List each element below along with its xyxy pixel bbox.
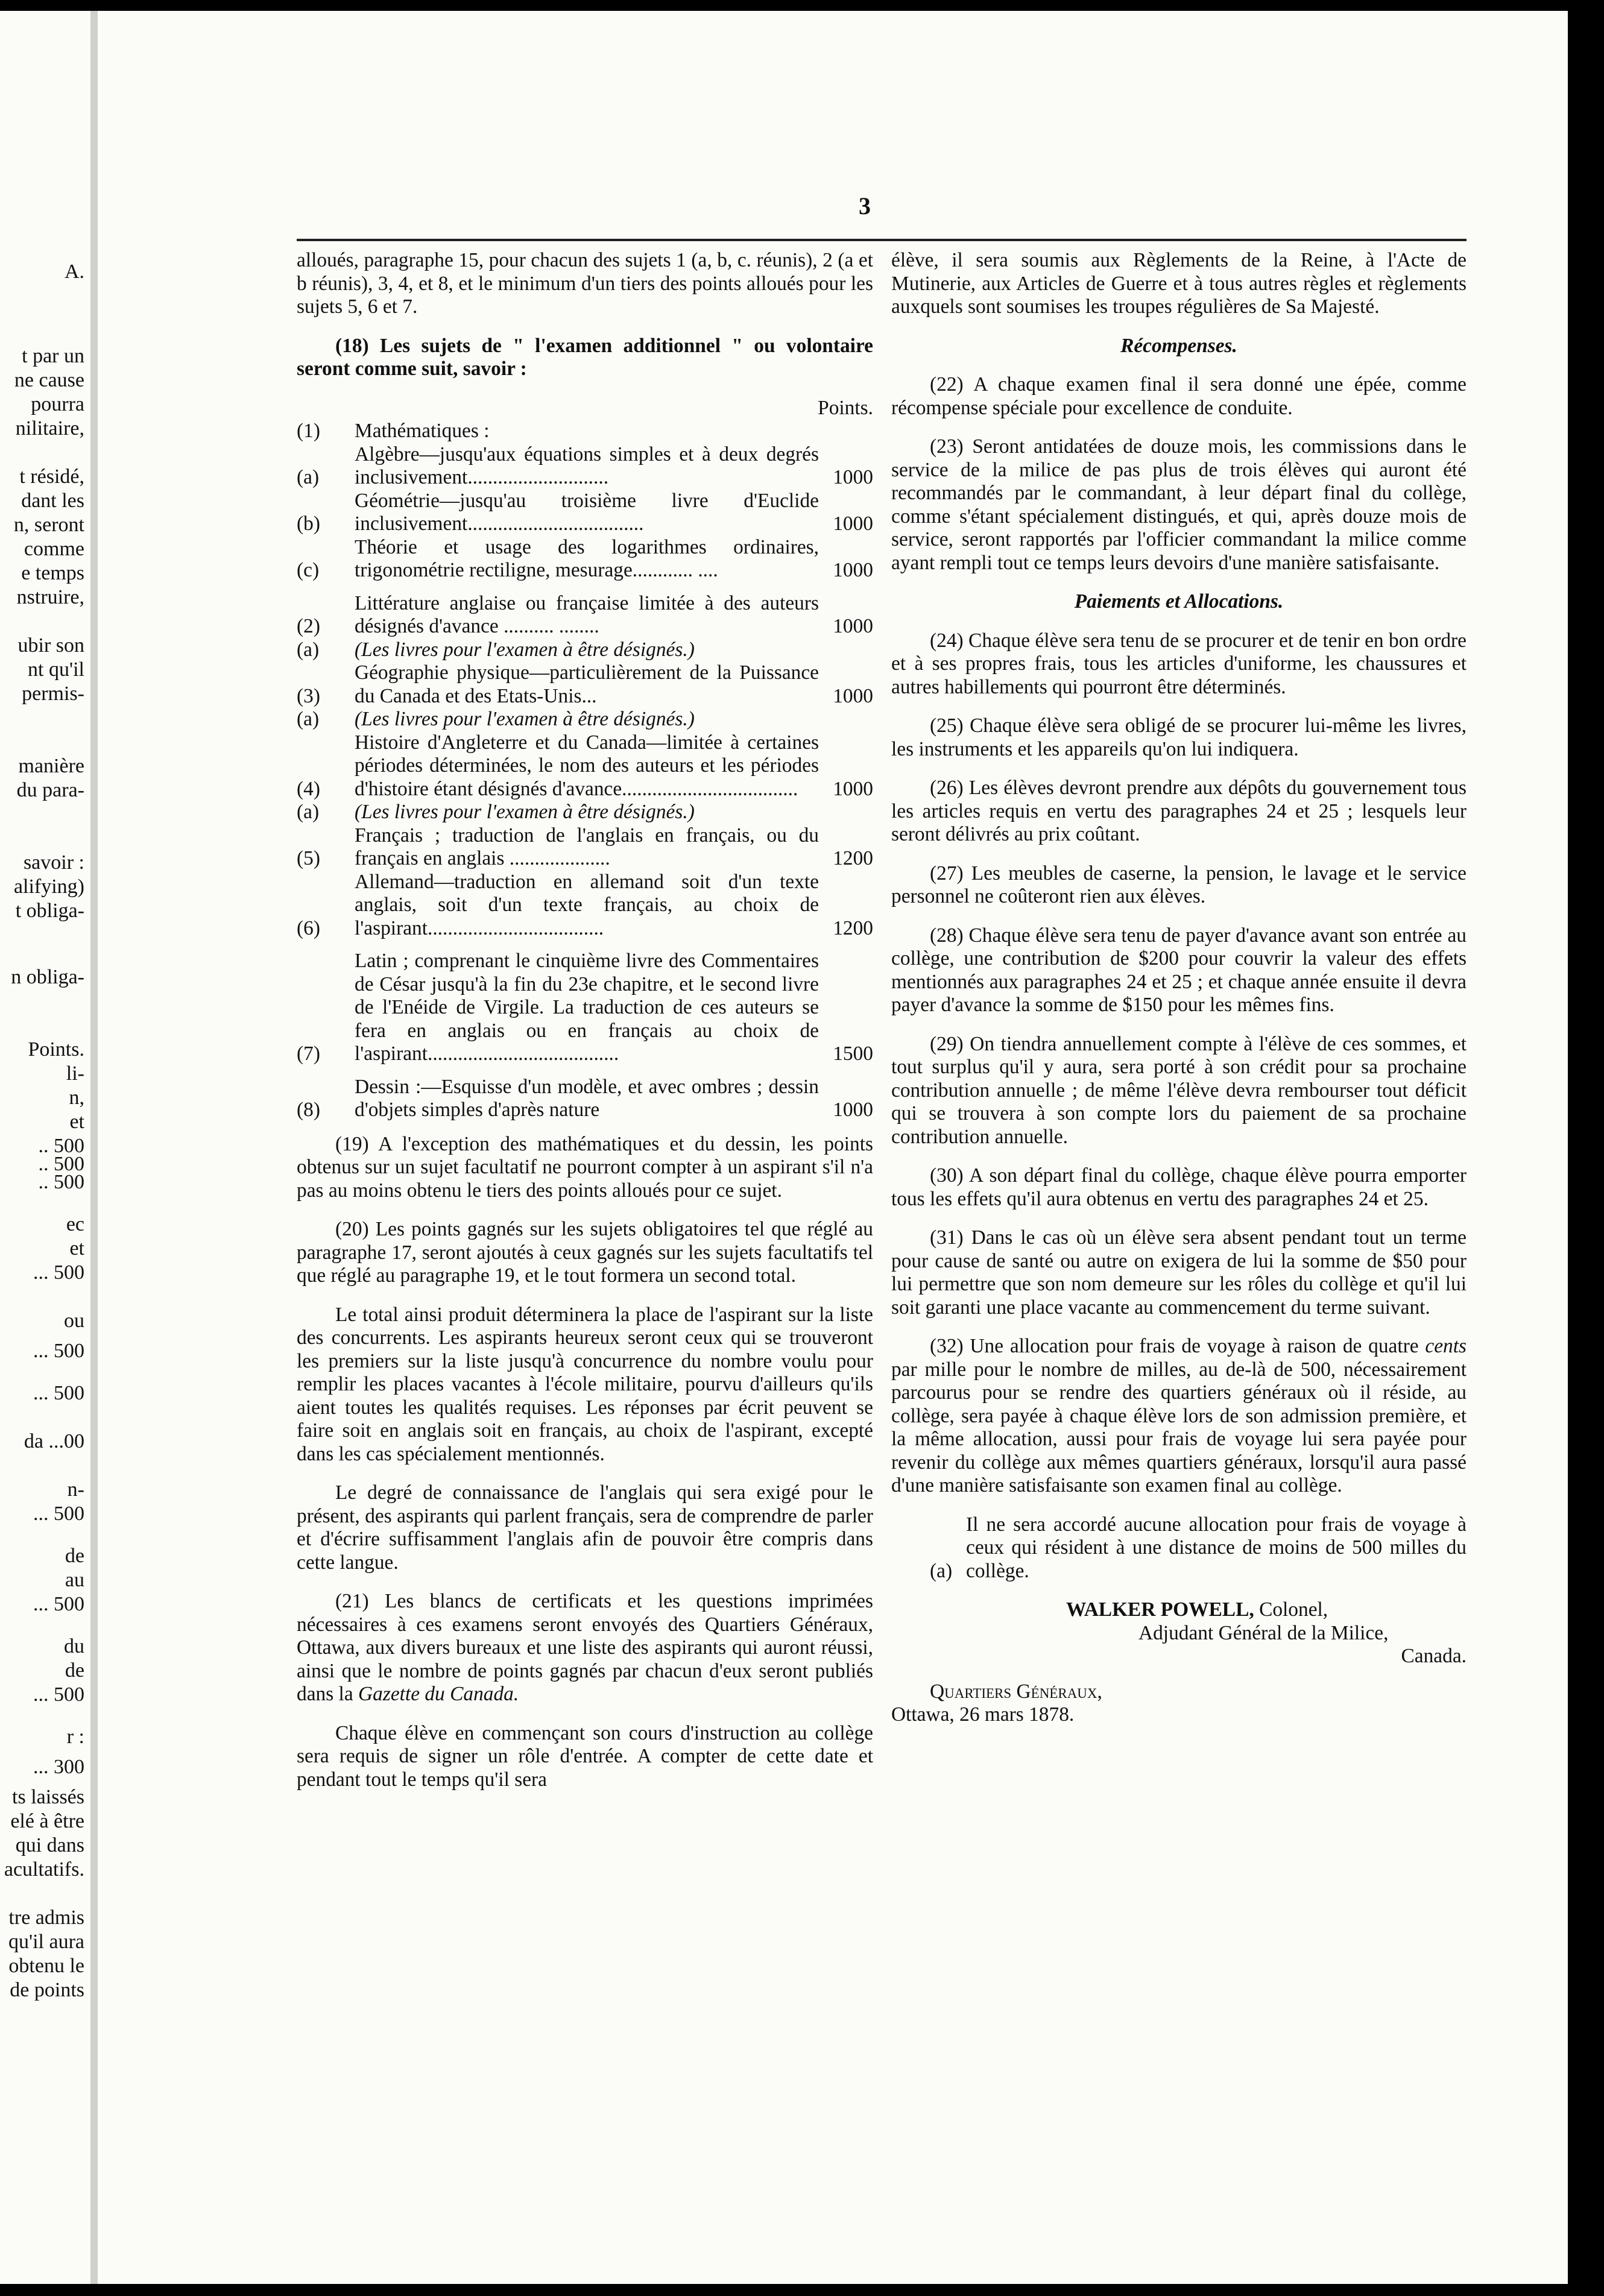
previous-page-fragment: tre admis <box>8 1906 84 1929</box>
signature-line <box>1066 1598 1467 1622</box>
paragraph-23: (23) Seront antidatées de douze mois, les commissions dans le service de la milice de pas plus de trois élèves qui auront été recommandés par le commandant, à leur départ final du collège, comme s'étant spécialement distingués, et qui, après douze mois de service, seront rapportés par l'officier commandant la milice comme ayant rempli tout ce temps leurs devoirs d'une manière satisfaisante. <box>891 435 1467 574</box>
subject-points: 1000 <box>833 615 873 637</box>
subject-points: 1200 <box>833 847 873 869</box>
subject-points: 1000 <box>833 512 873 535</box>
signature-country: Canada. <box>1401 1645 1467 1667</box>
heading-recompenses: Récompenses. <box>1120 334 1237 357</box>
left-column <box>297 249 873 1807</box>
previous-page-fragment: ts laissés <box>12 1786 84 1808</box>
previous-page-fragment: ... 500 <box>33 1261 84 1284</box>
signature-name: WALKER POWELL, <box>1066 1598 1254 1621</box>
previous-page-fragment: savoir : <box>23 851 84 874</box>
paragraph-25: (25) Chaque élève sera obligé de se procurer lui-même les livres, les instruments et les appareils qu'on lui indiquera. <box>891 714 1467 760</box>
subject-row <box>297 536 873 582</box>
subject-mark: (1) <box>297 420 320 442</box>
signature-rank: Colonel, <box>1259 1598 1328 1621</box>
previous-page-fragment: elé à être <box>10 1810 84 1832</box>
subject-row <box>297 731 873 801</box>
previous-page-fragment: ec <box>66 1213 84 1235</box>
previous-page-fragment: pourra <box>31 393 84 415</box>
previous-page-fragment: comme <box>24 538 84 560</box>
previous-page-fragment: ... 500 <box>33 1340 84 1362</box>
quartiers-generaux: Quartiers Généraux, <box>930 1680 1102 1703</box>
paragraph-31: (31) Dans le cas où un élève sera absent pendant tout un terme pour cause de santé ou autre on exigera de lui la somme de $50 pour lui permettre que son nom demeure sur les rôles du collège et qu'il lui soit garanti une place vacante au commencement du terme suivant. <box>891 1226 1467 1319</box>
paragraph-18: (18) Les sujets de " l'examen additionnel " ou volontaire seront comme suit, savoir : <box>297 334 873 380</box>
subject-text: Histoire d'Angleterre et du Canada—limitée à certaines périodes déterminées, le nom des auteurs et les périodes d'histoire étant désignés d'avance................................... <box>355 731 819 800</box>
subject-mark: (2) <box>297 615 320 637</box>
subject-mark: (a) <box>297 801 320 823</box>
previous-page-fragment: obtenu le <box>8 1955 84 1977</box>
paragraph-30: (30) A son départ final du collège, chaque élève pourra emporter tous les effets qu'il aura obtenus en vertu des paragraphes 24 et 25. <box>891 1164 1467 1210</box>
previous-page-fragment: r : <box>66 1726 84 1748</box>
page-number: 3 <box>859 192 871 219</box>
previous-page-fragment: ne cause <box>14 369 84 391</box>
previous-page-fragment: qu'il aura <box>8 1931 84 1953</box>
page-content <box>98 11 1568 2284</box>
subject-row <box>297 443 873 490</box>
subject-row <box>297 801 873 824</box>
previous-page-fragment: ... 500 <box>33 1683 84 1706</box>
previous-page-fragment: .. 500 <box>38 1153 84 1175</box>
previous-page-fragment: da ...00 <box>24 1430 84 1452</box>
heading-paiements: Paiements et Allocations. <box>1074 590 1284 613</box>
previous-page-fragment: e temps <box>21 562 84 584</box>
subject-points: 1000 <box>833 684 873 707</box>
subject-text: Latin ; comprenant le cinquième livre des Commentaires de César jusqu'à la fin du 23e chapitre, et le second livre de l'Enéide de Virgile. La traduction de ces auteurs se fera en anglais ou en français au choix de l'aspirant...................................... <box>355 950 819 1065</box>
paragraph-32-text-a: (32) Une allocation pour frais de voyage à raison de quatre <box>930 1335 1419 1357</box>
previous-page-fragment: n obliga- <box>11 966 84 988</box>
subject-points: 1000 <box>833 1099 873 1121</box>
subject-row <box>297 950 873 1066</box>
paragraph-21 <box>297 1590 873 1706</box>
subject-mark: (a) <box>297 466 320 488</box>
previous-page-fragment: de <box>65 1545 84 1567</box>
subject-mark: (b) <box>297 512 320 535</box>
subject-row <box>297 708 873 731</box>
paragraph-32a-mark: (a) <box>930 1559 953 1582</box>
points-column-header: Points. <box>818 396 873 419</box>
subject-row <box>297 661 873 708</box>
paragraph-28: (28) Chaque élève sera tenu de payer d'avance avant son entrée au collège, une contribution de $200 pour couvrir la valeur des effets mentionnés aux paragraphes 24 et 25 ; et chaque année ensuite il devra payer d'avance la somme de $150 pour les mêmes fins. <box>891 924 1467 1016</box>
previous-page-fragment: t obliga- <box>15 900 84 922</box>
paragraph-27: (27) Les meubles de caserne, la pension, le lavage et le service personnel ne coûteront rien aux élèves. <box>891 862 1467 907</box>
subject-mark: (8) <box>297 1099 320 1121</box>
subject-mark: (c) <box>297 559 320 581</box>
previous-page-fragment: nt qu'il <box>28 658 84 681</box>
previous-page-fragment: Points. <box>28 1038 84 1061</box>
previous-page-fragment: manière <box>18 755 84 777</box>
previous-page-fragment: li- <box>66 1062 84 1085</box>
previous-page-fragment: .. 500 <box>38 1135 84 1157</box>
previous-page-fragment: alifying) <box>13 875 84 898</box>
paragraph-26: (26) Les élèves devront prendre aux dépôts du gouvernement tous les articles requis en vertu des paragraphes 24 et 25 ; lesquels leur seront délivrés au prix coûtant. <box>891 777 1467 845</box>
subject-mark: (6) <box>297 916 320 939</box>
subject-row <box>297 639 873 662</box>
previous-page-fragment: t résidé, <box>19 465 84 488</box>
previous-page-fragment: du <box>64 1635 84 1657</box>
subject-mark: (7) <box>297 1042 320 1065</box>
subject-text: Mathématiques : <box>355 420 490 442</box>
subject-text: Géographie physique—particulièrement de la Puissance du Canada et des Etats-Unis... <box>355 661 819 707</box>
previous-page-fragment: dant les <box>21 490 84 512</box>
subject-text: Allemand—traduction en allemand soit d'un texte anglais, soit d'un texte français, au choix de l'aspirant................................... <box>355 870 819 939</box>
previous-page-fragment: ou <box>64 1310 84 1332</box>
previous-page-fragment: au <box>65 1569 84 1591</box>
previous-page-fragment: A. <box>64 260 84 283</box>
subject-text: (Les livres pour l'examen à être désignés.) <box>355 708 695 730</box>
previous-page-fragment: nilitaire, <box>15 417 84 440</box>
subject-points: 1000 <box>833 777 873 800</box>
subject-text: Algèbre—jusqu'aux équations simples et à deux degrés inclusivement............................ <box>355 443 819 488</box>
paragraph-29: (29) On tiendra annuellement compte à l'élève de ces sommes, et tout surplus qu'il y aura, sera porté à son crédit pour sa prochaine contribution annuelle ; de même l'élève devra rembourser tout déficit qui se trouvera à son compte lors du paiement de sa prochaine contribution annuelle. <box>891 1032 1467 1148</box>
paragraph-32a <box>930 1513 1467 1583</box>
subject-mark: (a) <box>297 708 320 730</box>
subject-mark: (a) <box>297 638 320 661</box>
previous-page-fragment: de <box>65 1659 84 1682</box>
previous-page-fragment: qui dans <box>15 1834 84 1856</box>
subject-row <box>297 420 873 443</box>
previous-page-fragment: ... 500 <box>33 1503 84 1525</box>
paragraph-32-text-b: par mille pour le nombre de milles, au de-là de 500, nécessairement parcourus pour se rendre des quartiers généraux où il réside, au collège, sera payée à chaque élève lors de son admission première, et la même allocation, aussi pour frais de voyage lui sera payée pour revenir du collège aux mêmes quartiers généraux, lorsqu'il aura passé d'une manière satisfaisante son examen final au collège. <box>891 1358 1467 1496</box>
subject-text: Français ; traduction de l'anglais en français, ou du français en anglais .................... <box>355 824 819 869</box>
cents-word: cents <box>1425 1335 1467 1357</box>
subject-text: Littérature anglaise ou française limitée à des auteurs désignés d'avance .......... ........ <box>355 591 819 637</box>
subject-text: Dessin :—Esquisse d'un modèle, et avec ombres ; dessin d'objets simples d'après nature <box>355 1075 819 1121</box>
previous-page-fragment: et <box>69 1237 84 1260</box>
paragraph-continuation: alloués, paragraphe 15, pour chacun des sujets 1 (a, b, c. réunis), 2 (a et b réunis), 3, 4, et 8, et le minimum d'un tiers des points alloués pour les sujets 5, 6 et 7. <box>297 249 873 318</box>
subject-text: Géométrie—jusqu'au troisième livre d'Euclide inclusivement................................... <box>355 489 819 535</box>
gazette-title: Gazette du Canada. <box>358 1683 519 1705</box>
header-rule <box>297 239 1467 241</box>
subject-points: 1200 <box>833 916 873 939</box>
previous-page-fragment: n, seront <box>13 514 84 536</box>
paragraph-21-text: (21) Les blancs de certificats et les questions imprimées nécessaires à ces examens seront envoyés des Quartiers Généraux, Ottawa, aux divers bureaux et une liste des aspirants qui auront réussi, ainsi que le nombre de points gagnés par chacun d'eux seront publiés dans la <box>297 1590 873 1705</box>
paragraph-chaque: Chaque élève en commençant son cours d'instruction au collège sera requis de signer un rôle d'entrée. A compter de cette date et pendant tout le temps qu'il sera <box>297 1721 873 1791</box>
signature-title: Adjudant Général de la Milice, <box>1138 1621 1389 1644</box>
paragraph-20: (20) Les points gagnés sur les sujets obligatoires tel que réglé au paragraphe 17, seront ajoutés à ceux gagnés sur les sujets facultatifs tel que réglé au paragraphe 19, et le tout formera un second total. <box>297 1218 873 1287</box>
paragraph-continuation-right: élève, il sera soumis aux Règlements de la Reine, à l'Acte de Mutinerie, aux Articles de Guerre et à tous autres règles et règlements auxquels sont soumises les troupes régulières de Sa Majesté. <box>891 249 1467 318</box>
scanned-page <box>0 11 1568 2284</box>
previous-page-fragment: ubir son <box>17 634 84 657</box>
subject-mark: (4) <box>297 777 320 800</box>
paragraph-degre: Le degré de connaissance de l'anglais qui sera exigé pour le présent, des aspirants qui parlent français, sera de comprendre de parler et d'écrire suffisamment l'anglais afin de pouvoir être compris dans cette langue. <box>297 1481 873 1574</box>
subject-points: 1000 <box>833 466 873 488</box>
previous-page-fragment: ... 500 <box>33 1593 84 1615</box>
subject-points: 1500 <box>833 1042 873 1065</box>
previous-page-fragment: permis- <box>22 683 84 705</box>
subject-row <box>297 1076 873 1122</box>
subject-row <box>297 490 873 536</box>
subjects-table <box>297 420 873 1122</box>
previous-page-edge <box>0 11 90 2284</box>
subject-text: Théorie et usage des logarithmes ordinaires, trigonométrie rectiligne, mesurage............ .... <box>355 535 819 581</box>
previous-page-fragment: de points <box>10 1979 84 2001</box>
previous-page-fragment: du para- <box>16 779 84 801</box>
previous-page-fragment: .. 500 <box>38 1171 84 1193</box>
subject-row <box>297 871 873 941</box>
paragraph-22: (22) A chaque examen final il sera donné une épée, comme récompense spéciale pour excellence de conduite. <box>891 373 1467 419</box>
previous-page-fragment: ... 300 <box>33 1756 84 1778</box>
subject-text: (Les livres pour l'examen à être désignés.) <box>355 801 695 823</box>
previous-page-fragment: nstruire, <box>16 586 84 608</box>
subject-text: (Les livres pour l'examen à être désignés.) <box>355 638 695 661</box>
subjects-table-header <box>297 397 873 420</box>
previous-page-fragment: et <box>69 1111 84 1133</box>
subject-mark: (5) <box>297 847 320 869</box>
subject-row <box>297 824 873 871</box>
previous-page-fragment: n- <box>67 1478 84 1501</box>
subject-row <box>297 592 873 639</box>
subject-points: 1000 <box>833 559 873 581</box>
paragraph-32 <box>891 1335 1467 1498</box>
previous-page-fragment: n, <box>69 1086 84 1109</box>
paragraph-24: (24) Chaque élève sera tenu de se procurer et de tenir en bon ordre et à ses propres frais, tous les articles d'uniforme, les chaussures et autres habillements qui pourront être déterminés. <box>891 629 1467 698</box>
page-gutter <box>90 11 98 2284</box>
subject-mark: (3) <box>297 684 320 707</box>
previous-page-fragment: acultatifs. <box>4 1858 84 1881</box>
previous-page-fragment: t par un <box>22 345 84 367</box>
date-line: Ottawa, 26 mars 1878. <box>891 1703 1075 1726</box>
paragraph-total: Le total ainsi produit déterminera la place de l'aspirant sur la liste des concurrents. Les aspirants heureux seront ceux qui se trouveront les premiers sur la liste jusqu'à concurrence du nombre voulu pour remplir les places vacantes à l'école militaire, pourvu d'ailleurs qu'ils aient toutes les qualités requises. Les réponses par écrit peuvent se faire soit en anglais soit en français, au choix de l'aspirant, excepté dans les cas spécialement mentionnés. <box>297 1303 873 1465</box>
paragraph-19: (19) A l'exception des mathématiques et du dessin, les points obtenus sur un sujet facultatif ne pourront compter à un aspirant s'il n'a pas au moins obtenu le tiers des points alloués pour ce sujet. <box>297 1132 873 1202</box>
previous-page-fragment: ... 500 <box>33 1382 84 1404</box>
paragraph-32a-text: Il ne sera accordé aucune allocation pour frais de voyage à ceux qui résident à une distance de moins de 500 milles du collège. <box>966 1513 1467 1582</box>
right-column <box>891 249 1467 1727</box>
